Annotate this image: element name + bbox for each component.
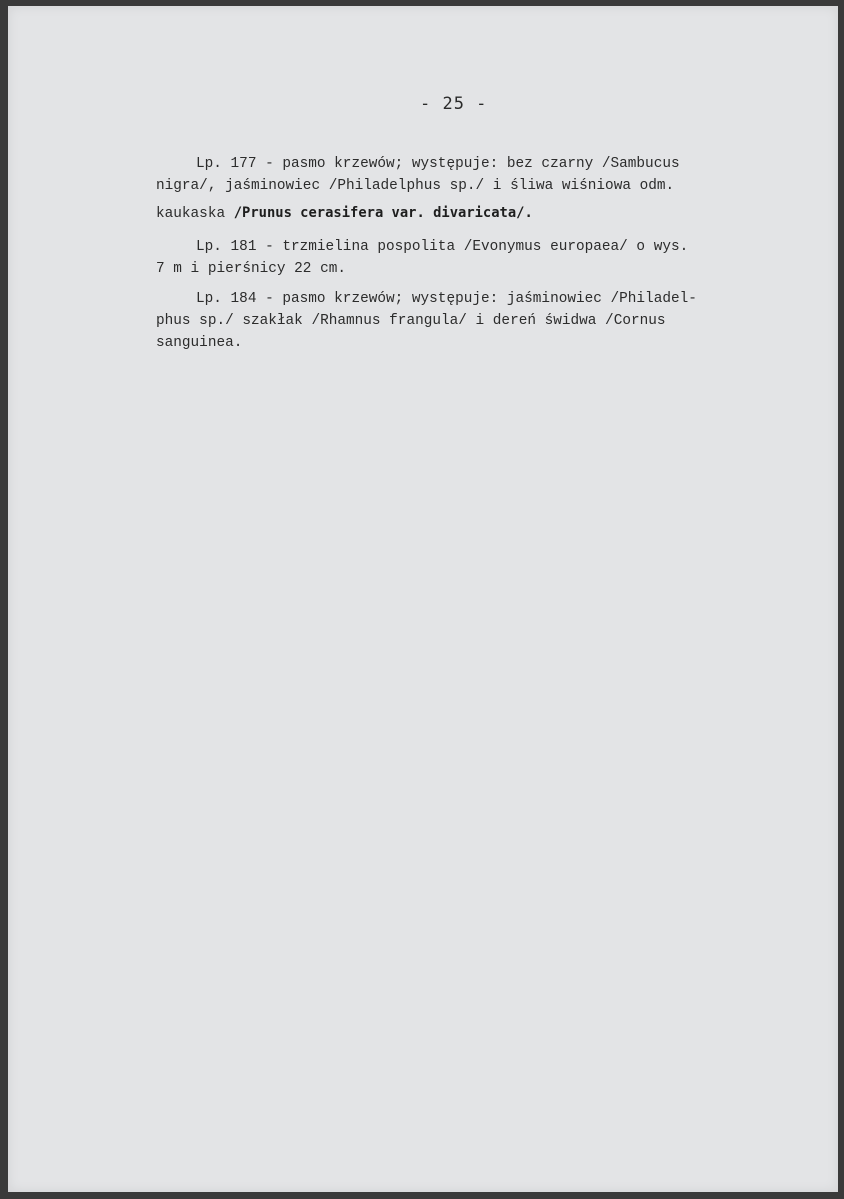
entry-text: kaukaska	[156, 206, 234, 222]
species-name-bold: /Prunus cerasifera var. divaricata/.	[233, 205, 533, 221]
entry-lp-184	[156, 288, 796, 354]
entry-line: 7 m i pierśnicy 22 cm.	[156, 261, 346, 277]
page-number: - 25 -	[420, 94, 488, 114]
entry-line: Lp. 177 - pasmo krzewów; występuje: bez czarny /Sambucus	[196, 156, 680, 172]
entry-line-mixed	[156, 202, 796, 225]
entry-lp-177	[156, 153, 796, 225]
entry-line: Lp. 184 - pasmo krzewów; występuje: jaśminowiec /Philadel-	[196, 291, 697, 307]
entry-lp-181	[156, 236, 796, 280]
entry-line: Lp. 181 - trzmielina pospolita /Evonymus europaea/ o wys.	[196, 239, 689, 255]
entry-line: nigra/, jaśminowiec /Philadelphus sp./ i śliwa wiśniowa odm.	[156, 178, 675, 194]
document-page	[8, 6, 838, 1192]
entry-line: phus sp./ szakłak /Rhamnus frangula/ i dereń świdwa /Cornus	[156, 313, 666, 329]
entry-line: sanguinea.	[156, 335, 243, 351]
